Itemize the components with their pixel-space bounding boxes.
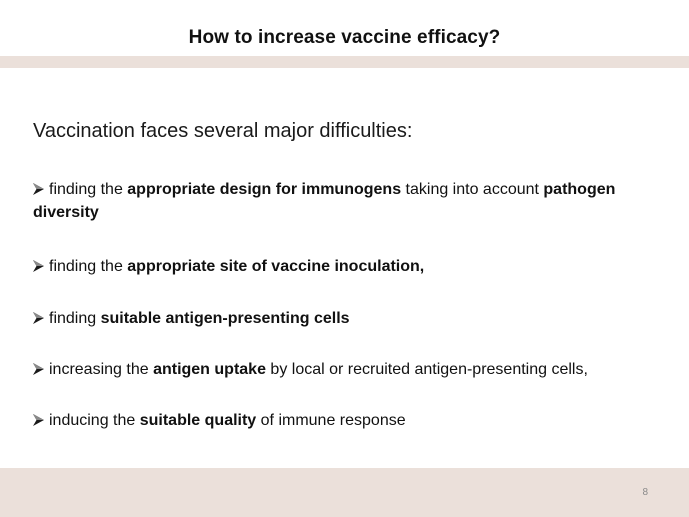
bullet-bold-text: pathogen diversity bbox=[33, 181, 616, 221]
bullet-bold-text: appropriate site of vaccine inoculation, bbox=[127, 258, 425, 275]
bullet-item bbox=[33, 178, 668, 224]
bullet-item bbox=[33, 307, 668, 330]
bullet-bold-text: suitable quality bbox=[139, 412, 257, 429]
bullet-text: finding bbox=[49, 310, 101, 327]
bullet-item bbox=[33, 409, 668, 432]
bullet-text: of immune response bbox=[256, 412, 406, 429]
bullet-item bbox=[33, 358, 668, 381]
arrow-bullet-icon bbox=[33, 260, 44, 272]
title-divider-band bbox=[0, 56, 689, 68]
arrow-bullet-icon bbox=[33, 414, 44, 426]
bullet-text: by local or recruited antigen-presenting cells, bbox=[265, 361, 588, 378]
bullet-text: inducing the bbox=[49, 412, 140, 429]
slide-subtitle: Vaccination faces several major difficulties: bbox=[33, 120, 413, 142]
bullet-bold-text: suitable antigen-presenting cells bbox=[100, 310, 350, 327]
bullet-bold-text: appropriate design for immunogens bbox=[127, 181, 402, 198]
bullet-item bbox=[33, 255, 668, 278]
bullet-text: increasing the bbox=[49, 361, 154, 378]
footer-band bbox=[0, 468, 689, 517]
arrow-bullet-icon bbox=[33, 312, 44, 324]
arrow-bullet-icon bbox=[33, 183, 44, 195]
bullet-text: finding the bbox=[49, 258, 128, 275]
bullet-bold-text: antigen uptake bbox=[153, 361, 266, 378]
bullet-text: taking into account bbox=[401, 181, 544, 198]
page-number: 8 bbox=[642, 487, 648, 498]
arrow-bullet-icon bbox=[33, 363, 44, 375]
bullet-text: finding the bbox=[49, 181, 128, 198]
slide-title: How to increase vaccine efficacy? bbox=[188, 27, 501, 48]
